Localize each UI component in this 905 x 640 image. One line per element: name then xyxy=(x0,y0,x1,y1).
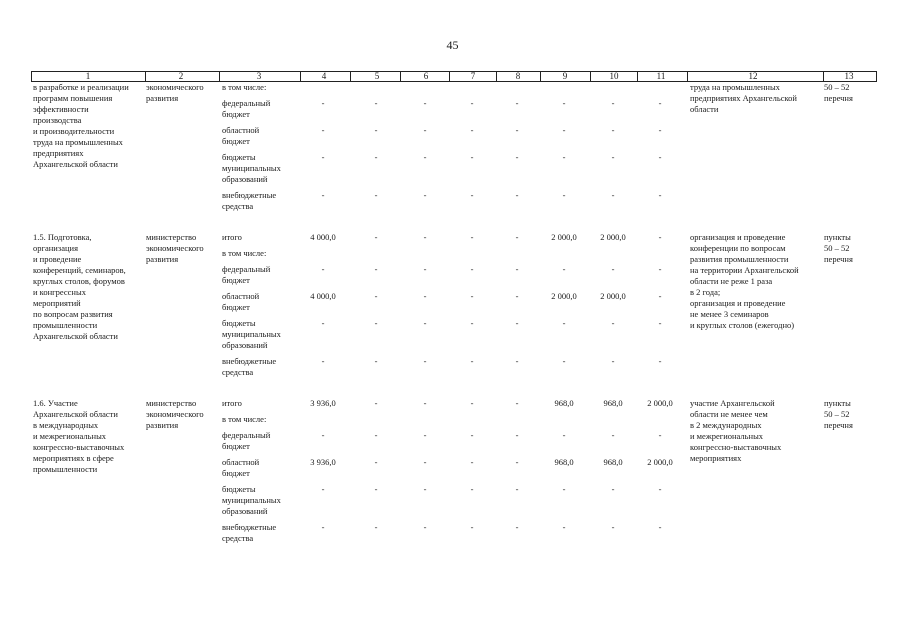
funding-source-line: бюджеты xyxy=(222,318,256,328)
funding-value: - xyxy=(321,190,325,200)
executor-line: развития xyxy=(146,93,179,103)
funding-value: - xyxy=(611,152,615,162)
funding-value: - xyxy=(374,398,378,408)
funding-value: 2 000,0 xyxy=(647,457,673,467)
activity-name-line: промышленности xyxy=(33,320,98,330)
activity-name-line: Архангельской области xyxy=(33,409,118,419)
funding-value: - xyxy=(562,190,566,200)
result-line: развития промышленности xyxy=(690,254,789,264)
funding-value: - xyxy=(470,318,474,328)
ref-line: перечня xyxy=(824,93,853,103)
funding-value: - xyxy=(611,318,615,328)
funding-value: 2 000,0 xyxy=(551,291,577,301)
header-col-6: 6 xyxy=(423,71,429,81)
funding-value: - xyxy=(611,125,615,135)
funding-source-line: бюджет xyxy=(222,275,250,285)
funding-value: - xyxy=(423,522,427,532)
funding-value: - xyxy=(321,522,325,532)
header-col-1: 1 xyxy=(85,71,91,81)
funding-value: - xyxy=(374,232,378,242)
funding-value: - xyxy=(470,152,474,162)
funding-source-line: образований xyxy=(222,506,268,516)
funding-value: - xyxy=(374,98,378,108)
funding-source-line: в том числе: xyxy=(222,248,267,258)
executor-line: экономического xyxy=(146,82,204,92)
result-line: в 2 года; xyxy=(690,287,721,297)
funding-value: - xyxy=(611,522,615,532)
result-line: области не реже 1 раза xyxy=(690,276,773,286)
funding-source-line: федеральный xyxy=(222,430,271,440)
funding-value: - xyxy=(423,125,427,135)
funding-value: - xyxy=(374,457,378,467)
funding-value: - xyxy=(658,190,662,200)
funding-value: - xyxy=(658,356,662,366)
funding-value: - xyxy=(423,484,427,494)
result-line: участие Архангельской xyxy=(690,398,775,408)
funding-value: - xyxy=(374,522,378,532)
funding-value: 968,0 xyxy=(603,457,623,467)
funding-value: - xyxy=(611,190,615,200)
funding-value: - xyxy=(321,98,325,108)
executor-line: экономического xyxy=(146,409,204,419)
activity-name-line: программ повышения xyxy=(33,93,113,103)
activity-name-line: и конгрессных xyxy=(33,287,86,297)
activity-name-line: Архангельской области xyxy=(33,331,118,341)
header-col-3: 3 xyxy=(256,71,262,81)
funding-value: - xyxy=(515,190,519,200)
ref-line: пункты xyxy=(824,232,851,242)
activity-name-line: и проведение xyxy=(33,254,82,264)
funding-value: - xyxy=(515,430,519,440)
funding-value: - xyxy=(423,232,427,242)
funding-value: - xyxy=(562,356,566,366)
funding-value: - xyxy=(658,98,662,108)
result-line: труда на промышленных xyxy=(690,82,780,92)
activity-name-line: конгрессно-выставочных xyxy=(33,442,125,452)
funding-source-line: средства xyxy=(222,367,254,377)
funding-source-line: внебюджетные xyxy=(222,522,277,532)
funding-value: - xyxy=(321,484,325,494)
funding-value: - xyxy=(470,398,474,408)
funding-value: - xyxy=(611,484,615,494)
funding-value: - xyxy=(470,356,474,366)
ref-line: 50 – 52 xyxy=(824,409,850,419)
funding-value: - xyxy=(611,430,615,440)
funding-source-line: бюджеты xyxy=(222,152,256,162)
funding-source-line: муниципальных xyxy=(222,163,281,173)
funding-value: 968,0 xyxy=(554,457,574,467)
funding-source-line: бюджеты xyxy=(222,484,256,494)
funding-value: - xyxy=(423,98,427,108)
ref-line: перечня xyxy=(824,420,853,430)
funding-value: - xyxy=(321,356,325,366)
funding-source-line: федеральный xyxy=(222,98,271,108)
funding-source-line: бюджет xyxy=(222,136,250,146)
funding-value: 3 936,0 xyxy=(310,398,336,408)
funding-value: - xyxy=(658,264,662,274)
header-col-4: 4 xyxy=(321,71,327,81)
funding-value: - xyxy=(470,98,474,108)
funding-value: - xyxy=(562,98,566,108)
funding-value: - xyxy=(470,291,474,301)
funding-value: - xyxy=(658,152,662,162)
funding-value: - xyxy=(515,152,519,162)
activity-name-line: в разработке и реализации xyxy=(33,82,129,92)
header-col-2: 2 xyxy=(178,71,184,81)
funding-value: - xyxy=(470,484,474,494)
funding-value: - xyxy=(562,430,566,440)
funding-value: - xyxy=(423,398,427,408)
funding-value: - xyxy=(515,264,519,274)
funding-value: - xyxy=(658,318,662,328)
funding-source-line: областной xyxy=(222,457,260,467)
funding-value: - xyxy=(423,318,427,328)
activity-name-line: мероприятий xyxy=(33,298,81,308)
funding-value: - xyxy=(658,291,662,301)
funding-value: - xyxy=(470,232,474,242)
funding-value: - xyxy=(374,318,378,328)
funding-value: - xyxy=(374,152,378,162)
activity-name-line: и производительности xyxy=(33,126,115,136)
funding-value: - xyxy=(515,398,519,408)
funding-value: - xyxy=(562,152,566,162)
funding-value: 3 936,0 xyxy=(310,457,336,467)
header-col-8: 8 xyxy=(515,71,521,81)
result-line: конференции по вопросам xyxy=(690,243,786,253)
funding-value: 2 000,0 xyxy=(600,291,626,301)
funding-value: - xyxy=(374,430,378,440)
funding-value: - xyxy=(515,318,519,328)
result-line: конгрессно-выставочных xyxy=(690,442,782,452)
activity-name-line: труда на промышленных xyxy=(33,137,123,147)
funding-value: - xyxy=(562,522,566,532)
funding-source-line: образований xyxy=(222,340,268,350)
funding-value: - xyxy=(470,522,474,532)
funding-value: - xyxy=(423,291,427,301)
funding-value: - xyxy=(470,125,474,135)
funding-value: - xyxy=(611,264,615,274)
ref-line: перечня xyxy=(824,254,853,264)
funding-value: - xyxy=(658,430,662,440)
funding-value: - xyxy=(423,190,427,200)
result-line: не менее 3 семинаров xyxy=(690,309,769,319)
funding-value: - xyxy=(321,318,325,328)
result-line: предприятиях Архангельской xyxy=(690,93,797,103)
activity-name-line: 1.5. Подготовка, xyxy=(33,232,92,242)
header-col-12: 12 xyxy=(748,71,758,81)
executor-line: экономического xyxy=(146,243,204,253)
activity-name-line: по вопросам развития xyxy=(33,309,113,319)
funding-value: 968,0 xyxy=(603,398,623,408)
result-line: на территории Архангельской xyxy=(690,265,799,275)
funding-source-line: образований xyxy=(222,174,268,184)
funding-value: - xyxy=(562,484,566,494)
funding-source-line: средства xyxy=(222,533,254,543)
activity-name-line: организация xyxy=(33,243,78,253)
funding-value: - xyxy=(515,522,519,532)
funding-value: - xyxy=(321,125,325,135)
funding-source-line: бюджет xyxy=(222,109,250,119)
activity-name-line: производства xyxy=(33,115,82,125)
result-line: области не менее чем xyxy=(690,409,768,419)
funding-value: - xyxy=(658,484,662,494)
activity-name-line: промышленности xyxy=(33,464,98,474)
funding-source-line: внебюджетные xyxy=(222,190,277,200)
funding-value: - xyxy=(470,264,474,274)
funding-value: - xyxy=(611,98,615,108)
funding-source-line: итого xyxy=(222,398,242,408)
funding-value: - xyxy=(374,190,378,200)
header-col-10: 10 xyxy=(609,71,619,81)
funding-value: - xyxy=(562,318,566,328)
funding-source-line: бюджет xyxy=(222,441,250,451)
funding-source-line: бюджет xyxy=(222,302,250,312)
header-col-11: 11 xyxy=(656,71,666,81)
executor-line: министерство xyxy=(146,398,197,408)
funding-value: - xyxy=(515,356,519,366)
funding-value: 2 000,0 xyxy=(600,232,626,242)
funding-value: - xyxy=(374,291,378,301)
funding-value: - xyxy=(515,98,519,108)
activity-name-line: 1.6. Участие xyxy=(33,398,78,408)
activity-name-line: конференций, семинаров, xyxy=(33,265,126,275)
table-header xyxy=(31,71,877,82)
funding-source-line: в том числе: xyxy=(222,82,267,92)
funding-value: - xyxy=(658,125,662,135)
funding-source-line: внебюджетные xyxy=(222,356,277,366)
funding-source-line: областной xyxy=(222,291,260,301)
funding-value: - xyxy=(515,457,519,467)
funding-value: - xyxy=(321,430,325,440)
funding-source-line: бюджет xyxy=(222,468,250,478)
funding-source-line: федеральный xyxy=(222,264,271,274)
activity-name-line: в международных xyxy=(33,420,99,430)
header-col-5: 5 xyxy=(374,71,380,81)
funding-value: - xyxy=(611,356,615,366)
funding-value: 4 000,0 xyxy=(310,232,336,242)
executor-line: развития xyxy=(146,254,179,264)
activity-name-line: мероприятиях в сфере xyxy=(33,453,114,463)
funding-value: 968,0 xyxy=(554,398,574,408)
header-col-9: 9 xyxy=(562,71,568,81)
result-line: организация и проведение xyxy=(690,232,786,242)
funding-value: - xyxy=(515,125,519,135)
funding-value: - xyxy=(374,356,378,366)
result-line: организация и проведение xyxy=(690,298,786,308)
funding-value: - xyxy=(423,430,427,440)
funding-value: - xyxy=(515,484,519,494)
activity-name-line: круглых столов, форумов xyxy=(33,276,125,286)
funding-value: 2 000,0 xyxy=(647,398,673,408)
activity-name-line: и межрегиональных xyxy=(33,431,107,441)
activity-name-line: Архангельской области xyxy=(33,159,118,169)
funding-source-line: областной xyxy=(222,125,260,135)
result-line: и межрегиональных xyxy=(690,431,764,441)
funding-value: - xyxy=(423,356,427,366)
result-line: мероприятиях xyxy=(690,453,742,463)
ref-line: 50 – 52 xyxy=(824,82,850,92)
ref-line: пункты xyxy=(824,398,851,408)
funding-value: - xyxy=(423,457,427,467)
funding-value: - xyxy=(423,152,427,162)
ref-line: 50 – 52 xyxy=(824,243,850,253)
result-line: области xyxy=(690,104,719,114)
funding-value: - xyxy=(658,232,662,242)
activity-name-line: эффективности xyxy=(33,104,89,114)
funding-value: - xyxy=(470,190,474,200)
funding-value: - xyxy=(562,125,566,135)
header-col-13: 13 xyxy=(844,71,854,81)
funding-value: - xyxy=(374,125,378,135)
executor-line: развития xyxy=(146,420,179,430)
funding-value: - xyxy=(374,484,378,494)
funding-value: 4 000,0 xyxy=(310,291,336,301)
executor-line: министерство xyxy=(146,232,197,242)
funding-value: - xyxy=(470,457,474,467)
page-number: 45 xyxy=(446,38,459,52)
funding-value: - xyxy=(562,264,566,274)
result-line: и круглых столов (ежегодно) xyxy=(690,320,795,330)
funding-value: - xyxy=(374,264,378,274)
funding-value: - xyxy=(470,430,474,440)
funding-value: - xyxy=(515,291,519,301)
funding-source-line: муниципальных xyxy=(222,495,281,505)
funding-value: 2 000,0 xyxy=(551,232,577,242)
funding-source-line: в том числе: xyxy=(222,414,267,424)
funding-source-line: средства xyxy=(222,201,254,211)
funding-source-line: итого xyxy=(222,232,242,242)
funding-value: - xyxy=(658,522,662,532)
header-col-7: 7 xyxy=(470,71,476,81)
funding-value: - xyxy=(321,152,325,162)
activity-name-line: предприятиях xyxy=(33,148,84,158)
funding-value: - xyxy=(423,264,427,274)
result-line: в 2 международных xyxy=(690,420,762,430)
funding-source-line: муниципальных xyxy=(222,329,281,339)
funding-value: - xyxy=(321,264,325,274)
funding-value: - xyxy=(515,232,519,242)
